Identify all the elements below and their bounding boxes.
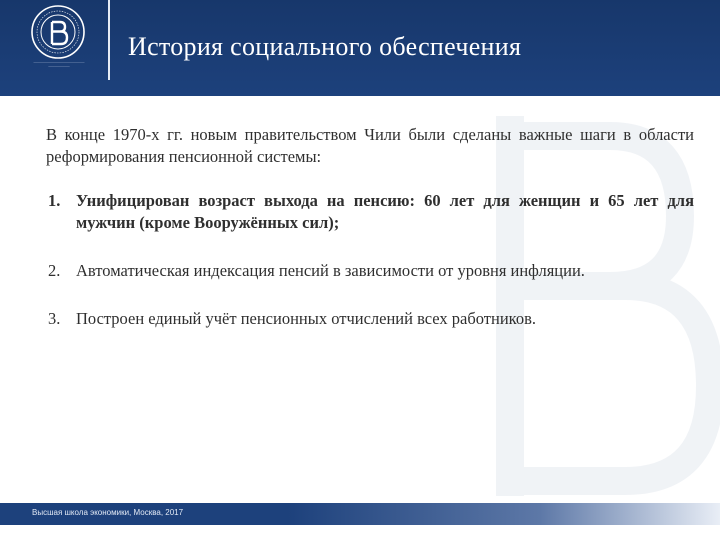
slide-header: [0, 0, 720, 96]
slide-footer: [0, 503, 720, 525]
list-item-text: Автоматическая индексация пенсий в зависимости от уровня инфляции.: [76, 261, 585, 280]
slide-content: [46, 124, 694, 330]
list-item-text: Унифицирован возраст выхода на пенсию: 60 лет для женщин и 65 лет для мужчин (кроме Вооружённых сил);: [76, 191, 694, 232]
hse-logo-icon: [30, 4, 86, 60]
list-item-text: Построен единый учёт пенсионных отчислений всех работников.: [76, 309, 536, 328]
slide-title: История социального обеспечения: [128, 32, 522, 61]
logo-caption: ──────────────────────── ──────────: [33, 60, 85, 68]
list-item-number: 2.: [48, 261, 61, 280]
list-item-number: 3.: [48, 309, 61, 328]
list-item: [46, 308, 694, 330]
list-item: [46, 260, 694, 282]
list-item: [46, 190, 694, 234]
footer-text: Высшая школа экономики, Москва, 2017: [32, 508, 184, 517]
reform-list: [46, 190, 694, 330]
header-divider: [108, 0, 110, 80]
intro-paragraph: В конце 1970-х гг. новым правительством Чили были сделаны важные шаги в области реформирования пенсионной системы:: [46, 125, 694, 166]
list-item-number: 1.: [48, 191, 61, 210]
